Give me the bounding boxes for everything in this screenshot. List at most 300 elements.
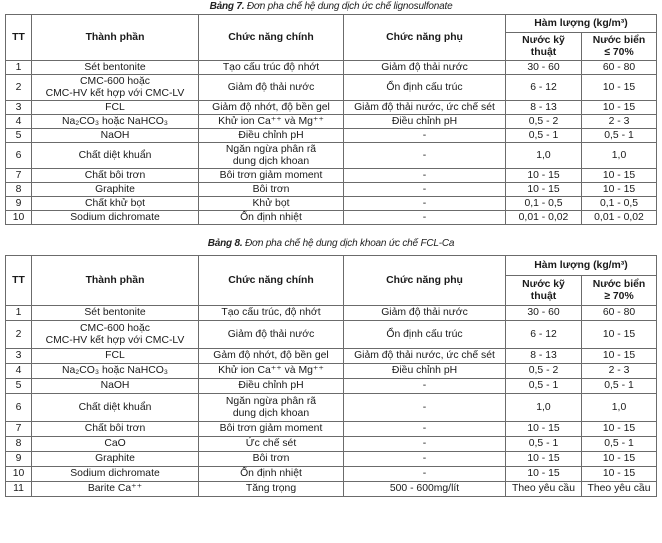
row-water-content-text: 30 - 60	[527, 61, 560, 73]
row-sea-content-text: 10 - 15	[602, 183, 636, 195]
row-water-content-text: 1,0	[536, 149, 551, 161]
table7-header-sea-line1: Nước biển	[592, 35, 646, 46]
row-main-function	[199, 211, 344, 225]
row-sub-function-text: Ổn định cấu trúc	[386, 81, 463, 93]
row-component-text: Barite Ca⁺⁺	[87, 483, 143, 495]
row-water-content	[506, 197, 582, 211]
row-water-content	[506, 183, 582, 197]
table8-header-tt: TT	[6, 256, 32, 306]
row-water-content-text: 6 - 12	[530, 81, 557, 93]
row-sub-function-text: Giảm độ thải nước, ức chế sét	[354, 350, 495, 362]
row-sub-function-text: Điều chỉnh pH	[391, 365, 458, 377]
table7-header-water-label: Nước kỹ thuật	[522, 35, 565, 58]
row-main-function	[199, 467, 344, 482]
row-number	[6, 394, 32, 422]
row-sea-content	[582, 437, 657, 452]
row-sub-function-text: -	[422, 183, 427, 195]
row-number	[6, 422, 32, 437]
row-component	[32, 197, 199, 211]
row-main-function-text: Ổn định nhiệt	[240, 211, 302, 223]
row-number-text: 9	[15, 453, 22, 465]
row-component	[32, 321, 199, 349]
row-number	[6, 364, 32, 379]
row-component	[32, 482, 199, 497]
row-water-content	[506, 349, 582, 364]
table8-header-main-function: Chức năng chính	[199, 256, 344, 306]
row-main-function-text: Khử bọt	[252, 197, 290, 209]
row-component-text: Chất khử bọt	[84, 197, 146, 209]
row-main-function-text: Bôi trơn	[252, 183, 290, 195]
row-main-function	[199, 379, 344, 394]
row-water-content	[506, 437, 582, 452]
row-sub-function	[344, 422, 506, 437]
row-water-content-text: Theo yêu cầu	[512, 483, 575, 495]
table-row	[6, 422, 657, 437]
table-row	[6, 467, 657, 482]
row-sea-content	[582, 321, 657, 349]
table7-header-sea-line2: ≤ 70%	[604, 46, 634, 58]
row-water-content	[506, 482, 582, 497]
row-water-content-text: 0,5 - 1	[528, 438, 559, 450]
table7-header-sea	[582, 33, 657, 61]
row-component	[32, 394, 199, 422]
row-sub-function	[344, 183, 506, 197]
row-number-text: 3	[15, 101, 22, 113]
row-sea-content-text: 10 - 15	[602, 101, 636, 113]
row-sea-content	[582, 197, 657, 211]
row-component-text: Graphite	[95, 183, 135, 195]
row-water-content	[506, 169, 582, 183]
row-water-content	[506, 321, 582, 349]
row-component	[32, 306, 199, 321]
row-sea-content	[582, 452, 657, 467]
table-row	[6, 211, 657, 225]
row-sea-content-text: 10 - 15	[602, 453, 636, 465]
row-water-content-text: 1,0	[536, 401, 551, 413]
row-sea-content	[582, 211, 657, 225]
row-sea-content-text: 1,0	[611, 149, 627, 161]
row-sea-content-text: Theo yêu cầu	[587, 483, 651, 495]
table7-caption	[0, 0, 662, 14]
row-sea-content	[582, 482, 657, 497]
row-water-content	[506, 115, 582, 129]
row-sea-content-text: 10 - 15	[602, 81, 636, 93]
row-main-function-text: Bôi trơn giảm moment	[219, 423, 323, 435]
row-main-function-text: Giảm độ thải nước	[227, 81, 315, 93]
row-component-text: Na₂CO₃ hoặc NaHCO₃	[61, 365, 169, 377]
row-sub-function-text: -	[422, 453, 427, 465]
table-row	[6, 75, 657, 101]
row-sea-content-text: 0,1 - 0,5	[599, 197, 639, 209]
row-main-function	[199, 422, 344, 437]
row-sub-function-text: -	[422, 197, 427, 209]
table7-header-component: Thành phần	[32, 15, 199, 61]
row-sub-function	[344, 467, 506, 482]
row-main-function	[199, 129, 344, 143]
table7-body	[6, 61, 657, 225]
table7-header-content: Hàm lượng (kg/m³)	[506, 15, 657, 33]
row-sub-function	[344, 452, 506, 467]
table-row	[6, 364, 657, 379]
row-number	[6, 61, 32, 75]
row-water-content-text: 0,1 - 0,5	[524, 197, 563, 209]
row-main-function	[199, 197, 344, 211]
table8-header-sea	[582, 276, 657, 306]
row-number-text: 3	[15, 350, 22, 362]
row-component-text-line2: CMC-HV kết hợp với CMC-LV	[45, 334, 185, 346]
row-component-text: FCL	[105, 350, 125, 362]
row-number	[6, 467, 32, 482]
row-main-function	[199, 101, 344, 115]
row-sub-function-text: -	[422, 380, 427, 392]
row-sea-content-text: 10 - 15	[602, 350, 636, 362]
row-sea-content	[582, 306, 657, 321]
row-main-function	[199, 306, 344, 321]
row-component-text: Graphite	[95, 453, 135, 465]
row-number	[6, 197, 32, 211]
row-water-content	[506, 422, 582, 437]
table-row	[6, 306, 657, 321]
table-row	[6, 197, 657, 211]
row-sub-function	[344, 101, 506, 115]
row-sub-function-text: -	[422, 438, 427, 450]
row-number-text: 7	[15, 169, 22, 181]
row-sea-content	[582, 394, 657, 422]
row-number-text: 2	[15, 328, 22, 340]
row-component-text: Sét bentonite	[84, 61, 146, 73]
row-water-content-text: 0,5 - 1	[528, 380, 559, 392]
row-component-text-line2: CMC-HV kết hợp với CMC-LV	[45, 87, 185, 99]
table7-caption-text: Đơn pha chế hệ dung dịch ức chế lignosulfonate	[246, 1, 453, 12]
row-number	[6, 115, 32, 129]
row-sea-content-text: 10 - 15	[602, 169, 636, 181]
row-sub-function-text: Điều chỉnh pH	[391, 115, 458, 127]
table-row	[6, 61, 657, 75]
row-main-function	[199, 452, 344, 467]
row-component-text: Na₂CO₃ hoặc NaHCO₃	[61, 115, 169, 127]
row-component	[32, 115, 199, 129]
row-sub-function	[344, 321, 506, 349]
table8-caption-text: Đơn pha chế hệ dung dịch khoan ức chế FCL-Ca	[245, 238, 455, 249]
row-main-function-text: Khử ion Ca⁺⁺ và Mg⁺⁺	[218, 365, 324, 377]
table7-header-sub-function: Chức năng phụ	[344, 15, 506, 61]
table8-header-content: Hàm lượng (kg/m³)	[506, 256, 657, 276]
row-sea-content-text: 60 - 80	[602, 61, 636, 73]
row-main-function-text: Ngăn ngừa phân rã	[225, 396, 317, 407]
row-water-content	[506, 143, 582, 169]
row-main-function	[199, 394, 344, 422]
row-number	[6, 211, 32, 225]
row-water-content	[506, 101, 582, 115]
row-component	[32, 467, 199, 482]
row-sea-content	[582, 467, 657, 482]
row-main-function	[199, 437, 344, 452]
row-component-text: NaOH	[100, 380, 130, 392]
row-sea-content-text: 1,0	[611, 401, 627, 413]
table8-header-sub-function: Chức năng phụ	[344, 256, 506, 306]
row-number-text: 1	[15, 307, 22, 319]
row-number	[6, 379, 32, 394]
row-water-content	[506, 467, 582, 482]
table-row	[6, 379, 657, 394]
row-water-content	[506, 394, 582, 422]
row-sub-function-text: Ổn định cấu trúc	[386, 328, 463, 340]
row-water-content-text: 0,5 - 1	[528, 129, 559, 141]
row-component	[32, 61, 199, 75]
row-sea-content-text: 0,5 - 1	[604, 438, 634, 450]
row-water-content-text: 0,5 - 2	[528, 115, 559, 127]
row-main-function	[199, 183, 344, 197]
row-sub-function	[344, 394, 506, 422]
row-sea-content-text: 0,01 - 0,02	[594, 211, 644, 223]
row-component-text: Sét bentonite	[84, 307, 146, 319]
row-main-function	[199, 61, 344, 75]
row-sea-content	[582, 75, 657, 101]
row-main-function	[199, 75, 344, 101]
row-main-function-text: Điều chỉnh pH	[238, 129, 304, 141]
row-main-function-text: Khử ion Ca⁺⁺ và Mg⁺⁺	[218, 115, 324, 127]
row-main-function	[199, 143, 344, 169]
row-number-text: 6	[15, 401, 22, 413]
table8-header-water	[506, 276, 582, 306]
row-component-text: Chất diệt khuẩn	[78, 149, 152, 161]
row-number-text: 4	[15, 365, 22, 377]
row-component	[32, 143, 199, 169]
row-component-text: Sodium dichromate	[70, 211, 160, 223]
table-row	[6, 169, 657, 183]
row-sea-content	[582, 101, 657, 115]
row-number-text: 7	[15, 423, 22, 435]
row-number-text: 11	[13, 483, 24, 495]
table8-caption-label: Bảng 8.	[207, 238, 243, 249]
row-main-function	[199, 321, 344, 349]
row-sub-function	[344, 115, 506, 129]
row-number-text: 10	[12, 211, 25, 223]
table8-caption	[0, 237, 662, 251]
table-row	[6, 143, 657, 169]
row-component	[32, 379, 199, 394]
row-sea-content-text: 2 - 3	[608, 115, 630, 127]
row-number	[6, 169, 32, 183]
row-sea-content-text: 60 - 80	[602, 307, 636, 319]
row-sea-content-text: 10 - 15	[602, 328, 636, 340]
row-main-function-text-line2: dung dịch khoan	[232, 155, 310, 167]
row-water-content	[506, 129, 582, 143]
row-water-content-text: 0,01 - 0,02	[518, 211, 569, 223]
row-main-function-text: Tạo cấu trúc độ nhớt	[222, 61, 320, 73]
row-sub-function-text: -	[422, 401, 427, 413]
row-sub-function-text: -	[422, 169, 427, 181]
table-row	[6, 129, 657, 143]
row-water-content-text: 8 - 13	[530, 101, 557, 113]
row-sub-function	[344, 364, 506, 379]
row-number	[6, 437, 32, 452]
table8	[5, 255, 657, 497]
row-sub-function-text: Giảm độ thải nước, ức chế sét	[354, 101, 495, 113]
row-number-text: 8	[15, 438, 22, 450]
row-sub-function	[344, 129, 506, 143]
row-number-text: 5	[15, 129, 22, 141]
row-component	[32, 364, 199, 379]
row-water-content	[506, 75, 582, 101]
row-sub-function-text: Giảm độ thải nước	[381, 307, 468, 319]
row-sea-content	[582, 129, 657, 143]
row-number-text: 6	[15, 149, 22, 161]
row-component	[32, 75, 199, 101]
row-sub-function-text: Giảm độ thải nước	[381, 61, 468, 73]
row-number-text: 10	[12, 468, 25, 480]
row-water-content-text: 10 - 15	[527, 423, 560, 435]
row-main-function	[199, 169, 344, 183]
table7	[5, 14, 657, 225]
row-component-text: Chất diệt khuẩn	[78, 401, 152, 413]
row-water-content	[506, 211, 582, 225]
row-number-text: 9	[15, 197, 22, 209]
row-number	[6, 183, 32, 197]
table-row	[6, 482, 657, 497]
row-sub-function-text: -	[422, 423, 427, 435]
row-sea-content	[582, 115, 657, 129]
row-component-text: Chất bôi trơn	[84, 169, 146, 181]
row-component	[32, 129, 199, 143]
row-main-function-text: Bôi trơn	[252, 453, 290, 465]
row-sea-content	[582, 169, 657, 183]
row-main-function-text: Tăng trọng	[245, 483, 297, 495]
row-water-content-text: 10 - 15	[527, 468, 560, 480]
row-number-text: 2	[15, 81, 22, 93]
row-component	[32, 101, 199, 115]
row-sub-function	[344, 75, 506, 101]
table7-caption-label: Bảng 7.	[209, 1, 245, 12]
row-main-function-text: Ức chế sét	[245, 438, 297, 450]
row-sub-function	[344, 482, 506, 497]
row-component	[32, 169, 199, 183]
row-component	[32, 349, 199, 364]
row-sub-function-text: -	[422, 468, 427, 480]
row-main-function-text: Ngăn ngừa phân rã	[225, 144, 317, 155]
row-sub-function	[344, 169, 506, 183]
row-main-function	[199, 115, 344, 129]
row-sea-content-text: 0,5 - 1	[604, 129, 634, 141]
table8-header-sea-line1: Nước biển	[592, 279, 646, 290]
row-water-content	[506, 452, 582, 467]
row-sub-function-text: 500 - 600mg/lít	[389, 483, 460, 495]
table8-header-sea-line2: ≥ 70%	[604, 290, 634, 302]
row-sub-function-text: -	[422, 211, 427, 223]
row-water-content	[506, 61, 582, 75]
row-number	[6, 482, 32, 497]
row-sea-content-text: 0,5 - 1	[604, 380, 634, 392]
row-component-text: Sodium dichromate	[70, 468, 160, 480]
row-component-text: NaOH	[100, 129, 130, 141]
row-sub-function-text: -	[422, 129, 427, 141]
row-main-function-text: Điều chỉnh pH	[238, 380, 304, 392]
row-sub-function	[344, 211, 506, 225]
row-main-function-text: Giảm độ thải nước	[227, 328, 315, 340]
table-row	[6, 452, 657, 467]
row-component	[32, 452, 199, 467]
row-sea-content-text: 2 - 3	[608, 365, 630, 377]
row-water-content-text: 10 - 15	[527, 453, 560, 465]
row-water-content	[506, 379, 582, 394]
row-sea-content-text: 10 - 15	[602, 423, 636, 435]
row-main-function	[199, 364, 344, 379]
row-component-text: CaO	[104, 438, 126, 450]
row-number	[6, 452, 32, 467]
row-component	[32, 183, 199, 197]
row-sea-content	[582, 143, 657, 169]
row-water-content-text: 0,5 - 2	[528, 365, 559, 377]
row-number-text: 1	[15, 61, 22, 73]
row-component-text: CMC-600 hoặc	[80, 76, 150, 87]
row-number	[6, 143, 32, 169]
row-number	[6, 321, 32, 349]
row-number	[6, 306, 32, 321]
row-main-function	[199, 482, 344, 497]
row-sub-function-text: -	[422, 149, 427, 161]
row-number	[6, 129, 32, 143]
row-sea-content	[582, 183, 657, 197]
table-row	[6, 321, 657, 349]
row-sea-content	[582, 61, 657, 75]
row-component-text: FCL	[105, 101, 125, 113]
table-row	[6, 101, 657, 115]
row-sub-function	[344, 349, 506, 364]
row-number-text: 4	[15, 115, 22, 127]
row-sub-function	[344, 197, 506, 211]
row-component-text: Chất bôi trơn	[84, 423, 146, 435]
row-water-content-text: 30 - 60	[527, 307, 560, 319]
row-sub-function	[344, 61, 506, 75]
row-number-text: 5	[15, 380, 22, 392]
row-sub-function	[344, 379, 506, 394]
row-number-text: 8	[15, 183, 22, 195]
row-main-function-text: Ổn định nhiệt	[240, 468, 302, 480]
row-water-content-text: 8 - 13	[530, 350, 557, 362]
row-number	[6, 101, 32, 115]
table7-header-tt: TT	[6, 15, 32, 61]
row-water-content-text: 6 - 12	[530, 328, 557, 340]
row-main-function-text: Bôi trơn giảm moment	[219, 169, 323, 181]
table7-header-water	[506, 33, 582, 61]
row-main-function-text-line2: dung dịch khoan	[232, 407, 310, 419]
row-component-text: CMC-600 hoặc	[80, 323, 150, 334]
row-main-function	[199, 349, 344, 364]
table-row	[6, 349, 657, 364]
row-sub-function	[344, 437, 506, 452]
table-row	[6, 394, 657, 422]
row-sea-content-text: 10 - 15	[602, 468, 636, 480]
table-row	[6, 437, 657, 452]
row-main-function-text: Giảm độ nhớt, độ bền gel	[212, 101, 330, 113]
row-water-content	[506, 306, 582, 321]
row-sub-function	[344, 306, 506, 321]
row-water-content	[506, 364, 582, 379]
row-water-content-text: 10 - 15	[527, 169, 560, 181]
table7-header-main-function: Chức năng chính	[199, 15, 344, 61]
table8-header-component: Thành phần	[32, 256, 199, 306]
table-row	[6, 183, 657, 197]
row-component	[32, 437, 199, 452]
row-component	[32, 422, 199, 437]
table-row	[6, 115, 657, 129]
row-number	[6, 75, 32, 101]
row-water-content-text: 10 - 15	[527, 183, 560, 195]
row-sea-content	[582, 422, 657, 437]
row-sea-content	[582, 349, 657, 364]
row-main-function-text: Gảm độ nhớt, độ bền gel	[213, 350, 329, 362]
table8-header-water-label: Nước kỹ thuật	[522, 279, 565, 302]
